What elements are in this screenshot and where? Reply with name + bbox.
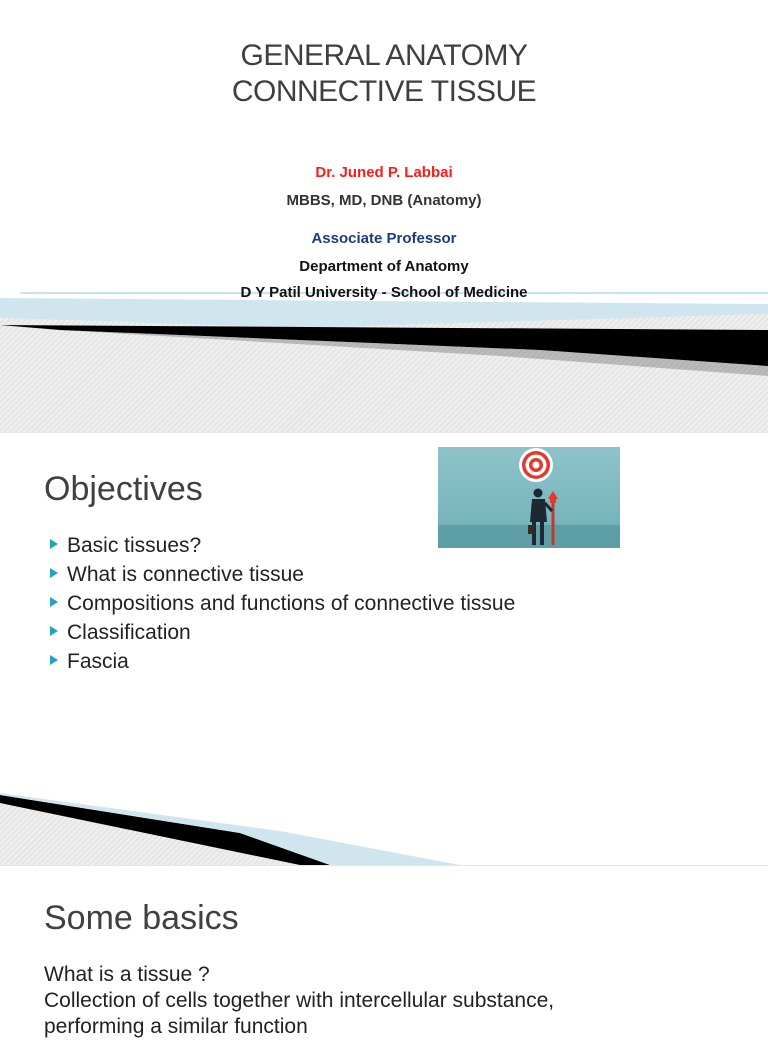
objectives-slide bbox=[0, 433, 768, 865]
list-item-text: Classification bbox=[67, 621, 191, 644]
author-department: Department of Anatomy bbox=[299, 258, 469, 275]
basics-heading: Some basics bbox=[44, 899, 239, 937]
bullet-arrow-icon bbox=[50, 539, 58, 549]
list-item bbox=[48, 560, 515, 589]
list-item-text: Basic tissues? bbox=[67, 534, 202, 557]
title-decorative-stripes bbox=[0, 0, 768, 432]
target-dart-businessman-icon bbox=[438, 447, 620, 548]
tissue-definition: Collection of cells together with intercellular substance, bbox=[44, 989, 555, 1012]
list-item bbox=[48, 618, 515, 647]
author-university: D Y Patil University - School of Medicine bbox=[240, 284, 528, 301]
objectives-heading: Objectives bbox=[44, 470, 203, 508]
list-item-text: What is connective tissue bbox=[67, 563, 304, 586]
title-line-2: CONNECTIVE TISSUE bbox=[231, 75, 537, 108]
bullet-arrow-icon bbox=[50, 626, 58, 636]
list-item-text: Compositions and functions of connective tissue bbox=[67, 592, 516, 615]
list-item bbox=[48, 647, 515, 676]
author-name: Dr. Juned P. Labbai bbox=[315, 164, 453, 181]
bullet-arrow-icon bbox=[50, 655, 58, 665]
author-degrees: MBBS, MD, DNB (Anatomy) bbox=[286, 192, 482, 209]
objectives-list bbox=[48, 531, 515, 676]
title-slide bbox=[0, 0, 768, 432]
list-item-text: Fascia bbox=[67, 650, 129, 673]
tissue-question: What is a tissue ? bbox=[44, 963, 210, 986]
author-role: Associate Professor bbox=[311, 230, 457, 247]
bullet-arrow-icon bbox=[50, 568, 58, 578]
list-item bbox=[48, 589, 515, 618]
basics-slide bbox=[0, 866, 768, 1038]
title-line-1: GENERAL ANATOMY bbox=[240, 39, 528, 72]
tissue-definition-continued: performing a similar function bbox=[44, 1015, 308, 1038]
bullet-arrow-icon bbox=[50, 597, 58, 607]
